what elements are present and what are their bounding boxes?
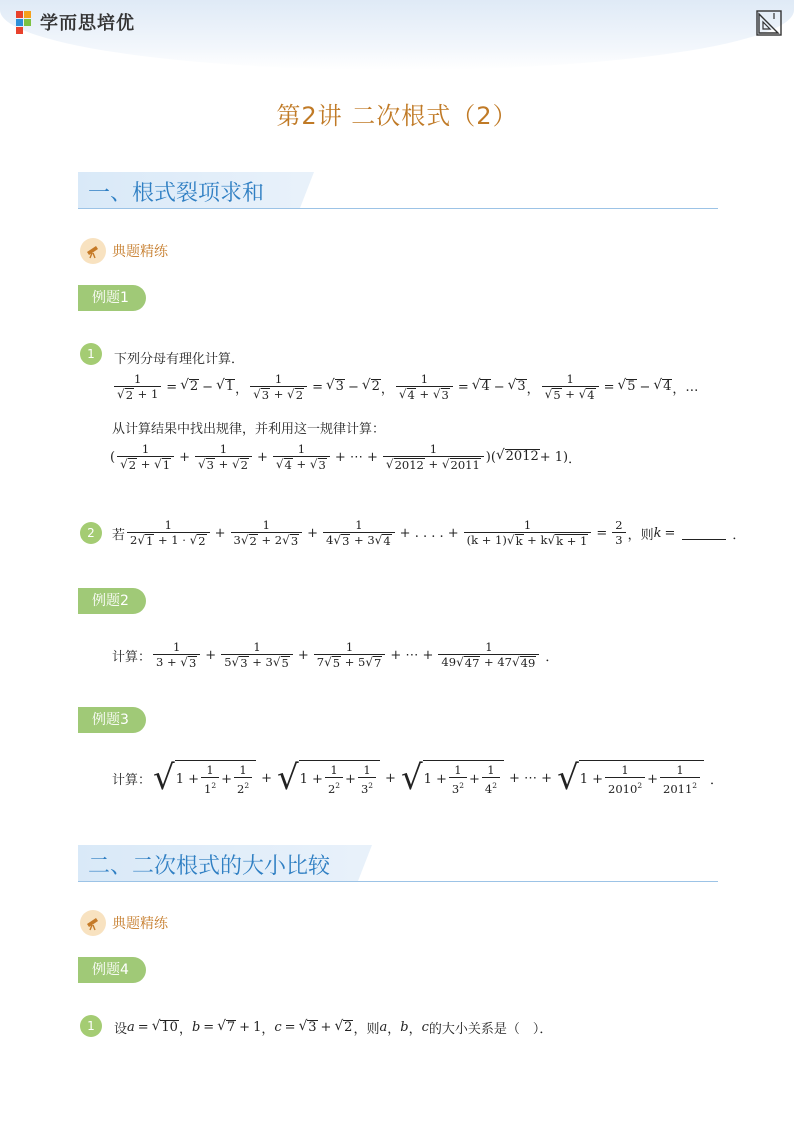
sum-expression-ex3: 计算： √ 1 + $\frac{1}{1^2}$ + $\frac{1}{2^2}$ + √ 1 + $\frac{1}{2^2}$ + $\frac{1}{3^2}$ + √ 1 + $\frac{1}{3^2}$ + $\frac{1}{4^2}$ + ⋯ + √ 1 + $\frac{1}{2010^2}$ + $\frac{1}{2011^2}$ ． (112, 758, 724, 798)
answer-blank (682, 527, 726, 540)
logo-mark-icon (14, 9, 36, 35)
example-tag-1: 例题1 (78, 285, 146, 311)
sub-header-label: 典题精练 (112, 916, 168, 932)
rationalization-examples: 1 √ 2 + 1 = √ 2 − √ 1 ， 1 √ 3 + √ 2 = √ 3 − √ 2 ， 1 √ 4 + √ 3 = √ 4 − √ 3 ， 1 √ 5 + √ 4 = √ 5 − √ 4 ， … (112, 372, 698, 402)
example-tag-3: 例题3 (78, 707, 146, 733)
question-intro: 下列分母有理化计算． (114, 352, 245, 367)
example-tag-2: 例题2 (78, 588, 146, 614)
page-title: 第2讲 二次根式（2） (276, 102, 518, 130)
logo (14, 9, 135, 35)
question-number-badge: 1 (80, 343, 102, 365)
sub-header-2 (80, 910, 168, 936)
sum-equation-2: 若 1 2 √ 1 + 1 · √ 2 + 1 3 √ 2 + 2 √ 3 + 1 4 √ 3 + 3 √ 4 + . . . . + 1 (k + 1) √ k + k √ k + 1 = $\frac{2}{3}$ ，则 k = ． (112, 518, 746, 548)
question-number-badge: 2 (80, 522, 102, 544)
logo-text: 学而思培优 (40, 13, 135, 34)
sum-expression-1: ( 1 √ 2 + √ 1 + 1 √ 3 + √ 2 + 1 √ 4 + √ 3 + ⋯ + 1 √ 2012 + √ 2011 )( √ 2012 + 1) ． (110, 442, 582, 472)
telescope-icon (80, 910, 106, 936)
section-header-1 (78, 172, 718, 210)
section-title: 一、根式裂项求和 (88, 181, 265, 206)
ruler-triangle-icon (756, 10, 782, 40)
example-tag-4: 例题4 (78, 957, 146, 983)
question-mid-text: 从计算结果中找出规律，并利用这一规律计算： (112, 422, 386, 437)
sub-header-label: 典题精练 (112, 244, 168, 260)
telescope-icon (80, 238, 106, 264)
question-number-badge: 1 (80, 1015, 102, 1037)
sub-header-1 (80, 238, 168, 264)
sum-expression-ex2: 计算： 1 3 + √ 3 + 1 5 √ 3 + 3 √ 5 + 1 7 √ 5 + 5 √ 7 + ⋯ + 1 49 √ 47 + 47 √ 49 ． (112, 640, 559, 670)
section-title: 二、二次根式的大小比较 (88, 854, 331, 879)
compare-question: 设 a = √ 10 ， b = √ 7 + 1 ， c = √ 3 + √ 2 ，则 a ， b ， c 的大小关系是（ ）． (114, 1017, 553, 1037)
section-header-2 (78, 845, 718, 883)
